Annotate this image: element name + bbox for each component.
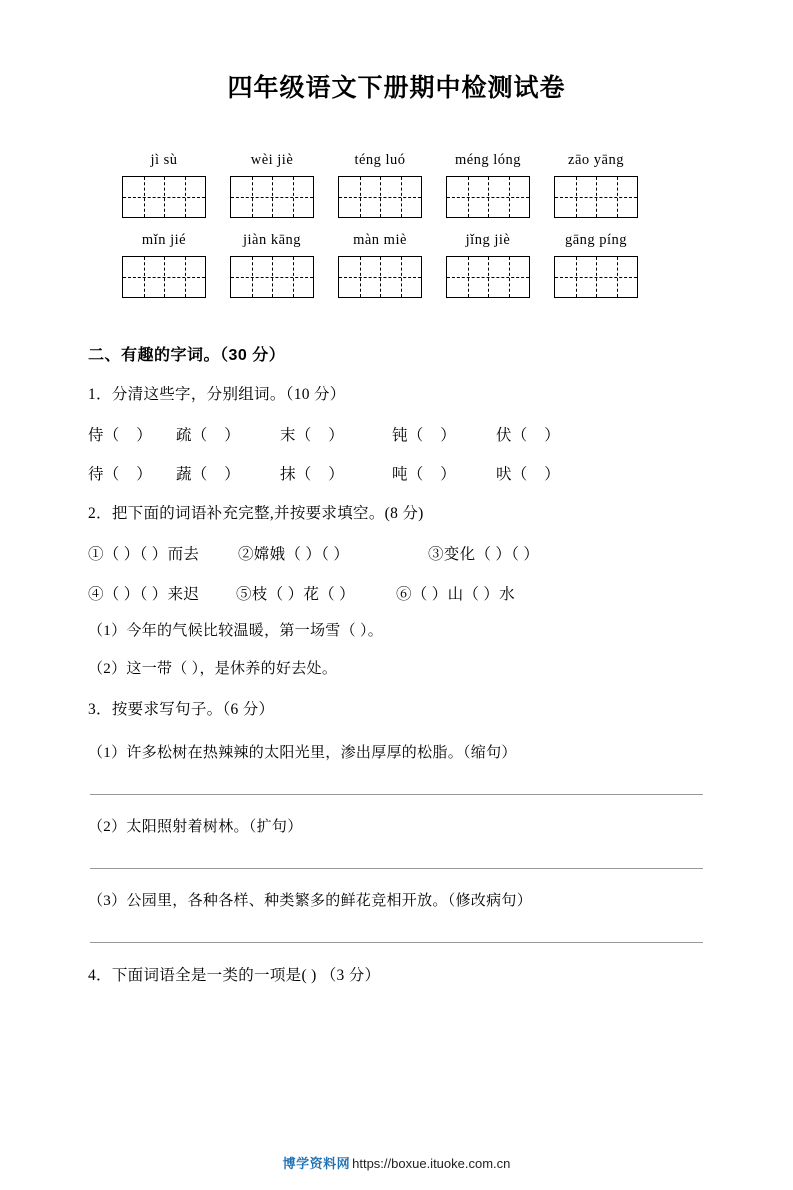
pinyin-label: téng luó — [354, 152, 406, 168]
tianzige-box[interactable] — [446, 176, 530, 218]
pinyin-label: màn miè — [353, 232, 407, 248]
pinyin-cell — [434, 152, 542, 228]
pinyin-cell — [434, 232, 542, 308]
answer-line[interactable] — [90, 794, 703, 795]
char-group-item[interactable]: 吨（ ） — [392, 465, 457, 483]
answer-line[interactable] — [90, 942, 703, 943]
tianzige-box[interactable] — [122, 176, 206, 218]
grid-vertical-quarter-line — [509, 257, 510, 297]
question-2-fill-1[interactable]: （1）今年的气候比较温暖，第一场雪（ ）。 — [88, 623, 384, 640]
grid-vertical-quarter-line — [401, 177, 402, 217]
grid-vertical-quarter-line — [617, 257, 618, 297]
grid-vertical-quarter-line — [185, 177, 186, 217]
idiom-blank-item[interactable]: ④（ ）（ ）来迟 — [88, 586, 200, 604]
grid-horizontal-line — [231, 277, 313, 278]
question-2-row-1 — [88, 542, 705, 564]
pinyin-cell — [326, 152, 434, 228]
page-title: 四年级语文下册期中检测试卷 — [227, 74, 566, 102]
idiom-blank-item[interactable]: ⑥（ ）山（ ）水 — [396, 586, 515, 604]
question-4-prompt[interactable]: 4．下面词语全是一类的一项是( ) （3 分） — [88, 967, 381, 985]
tianzige-box[interactable] — [230, 176, 314, 218]
grid-horizontal-line — [447, 277, 529, 278]
pinyin-label: gāng píng — [564, 232, 628, 248]
question-2-prompt: 2．把下面的词语补充完整,并按要求填空。(8 分) — [88, 504, 424, 522]
pinyin-row-1 — [110, 152, 705, 228]
grid-vertical-quarter-line — [576, 257, 577, 297]
tianzige-box[interactable] — [230, 256, 314, 298]
idiom-blank-item[interactable]: ③变化（ ）（ ） — [428, 546, 540, 564]
char-group-item[interactable]: 抹（ ） — [280, 465, 345, 483]
char-group-item[interactable]: 吠（ ） — [496, 465, 561, 483]
char-group-item[interactable]: 末（ ） — [280, 426, 345, 444]
pinyin-label: jì sù — [150, 152, 178, 168]
question-1-prompt: 1．分清这些字，分别组词。（10 分） — [88, 386, 346, 403]
grid-vertical-quarter-line — [401, 257, 402, 297]
tianzige-box[interactable] — [338, 176, 422, 218]
grid-horizontal-line — [555, 197, 637, 198]
footer-watermark — [0, 1153, 793, 1172]
pinyin-cell — [542, 232, 650, 308]
char-group-item[interactable]: 钝（ ） — [392, 426, 457, 444]
site-brand-label: 博学资料网 — [282, 1156, 351, 1171]
char-group-item[interactable]: 疏（ ） — [176, 426, 241, 444]
char-group-item[interactable]: 侍（ ） — [88, 426, 153, 444]
question-3-item-1: （1）许多松树在热辣辣的太阳光里，渗出厚厚的松脂。（缩句） — [88, 745, 517, 762]
pinyin-label: méng lóng — [454, 152, 522, 168]
grid-horizontal-line — [339, 277, 421, 278]
grid-horizontal-line — [339, 197, 421, 198]
section-heading-2: 二、有趣的字词。（30 分） — [88, 347, 286, 364]
idiom-blank-item[interactable]: ①（ ）（ ）而去 — [88, 546, 200, 564]
pinyin-cell — [542, 152, 650, 228]
tianzige-box[interactable] — [446, 256, 530, 298]
pinyin-cell — [110, 232, 218, 308]
pinyin-row-2 — [110, 232, 705, 308]
idiom-blank-item[interactable]: ⑤枝（ ）花（ ） — [236, 586, 355, 604]
tianzige-box[interactable] — [554, 256, 638, 298]
grid-horizontal-line — [555, 277, 637, 278]
grid-vertical-quarter-line — [468, 257, 469, 297]
question-1-row-2 — [88, 462, 705, 484]
grid-vertical-quarter-line — [144, 177, 145, 217]
pinyin-cell — [218, 232, 326, 308]
question-2-row-2 — [88, 582, 705, 604]
pinyin-label: mǐn jié — [141, 232, 187, 248]
pinyin-label: wèi jiè — [250, 152, 294, 168]
grid-horizontal-line — [447, 197, 529, 198]
grid-vertical-quarter-line — [144, 257, 145, 297]
grid-vertical-quarter-line — [185, 257, 186, 297]
grid-vertical-quarter-line — [252, 177, 253, 217]
grid-vertical-quarter-line — [252, 257, 253, 297]
grid-vertical-quarter-line — [360, 177, 361, 217]
question-2-fill-2[interactable]: （2）这一带（ ），是休养的好去处。 — [88, 661, 338, 678]
char-group-item[interactable]: 蔬（ ） — [176, 465, 241, 483]
question-3-item-3: （3）公园里，各种各样、种类繁多的鲜花竞相开放。（修改病句） — [88, 893, 533, 910]
tianzige-box[interactable] — [554, 176, 638, 218]
answer-line[interactable] — [90, 868, 703, 869]
grid-vertical-quarter-line — [360, 257, 361, 297]
grid-vertical-quarter-line — [617, 177, 618, 217]
grid-horizontal-line — [231, 197, 313, 198]
tianzige-box[interactable] — [338, 256, 422, 298]
char-group-item[interactable]: 伏（ ） — [496, 426, 561, 444]
pinyin-cell — [110, 152, 218, 228]
question-3-prompt: 3．按要求写句子。（6 分） — [88, 701, 275, 719]
pinyin-label: jǐng jiè — [465, 232, 511, 248]
grid-horizontal-line — [123, 277, 205, 278]
pinyin-cell — [326, 232, 434, 308]
grid-vertical-quarter-line — [293, 177, 294, 217]
grid-vertical-quarter-line — [509, 177, 510, 217]
exam-page — [0, 68, 793, 1190]
question-3-item-2: （2）太阳照射着树林。（扩句） — [88, 819, 303, 836]
tianzige-box[interactable] — [122, 256, 206, 298]
char-group-item[interactable]: 待（ ） — [88, 465, 153, 483]
pinyin-writing-section — [88, 152, 705, 308]
grid-horizontal-line — [123, 197, 205, 198]
grid-vertical-quarter-line — [468, 177, 469, 217]
pinyin-label: zāo yāng — [568, 152, 624, 168]
pinyin-label: jiàn kāng — [242, 232, 302, 248]
site-url-label[interactable]: https://boxue.ituoke.com.cn — [352, 1156, 511, 1171]
grid-vertical-quarter-line — [293, 257, 294, 297]
idiom-blank-item[interactable]: ②嫦娥（ ）（ ） — [238, 546, 350, 564]
pinyin-cell — [218, 152, 326, 228]
grid-vertical-quarter-line — [576, 177, 577, 217]
question-1-row-1 — [88, 423, 705, 445]
